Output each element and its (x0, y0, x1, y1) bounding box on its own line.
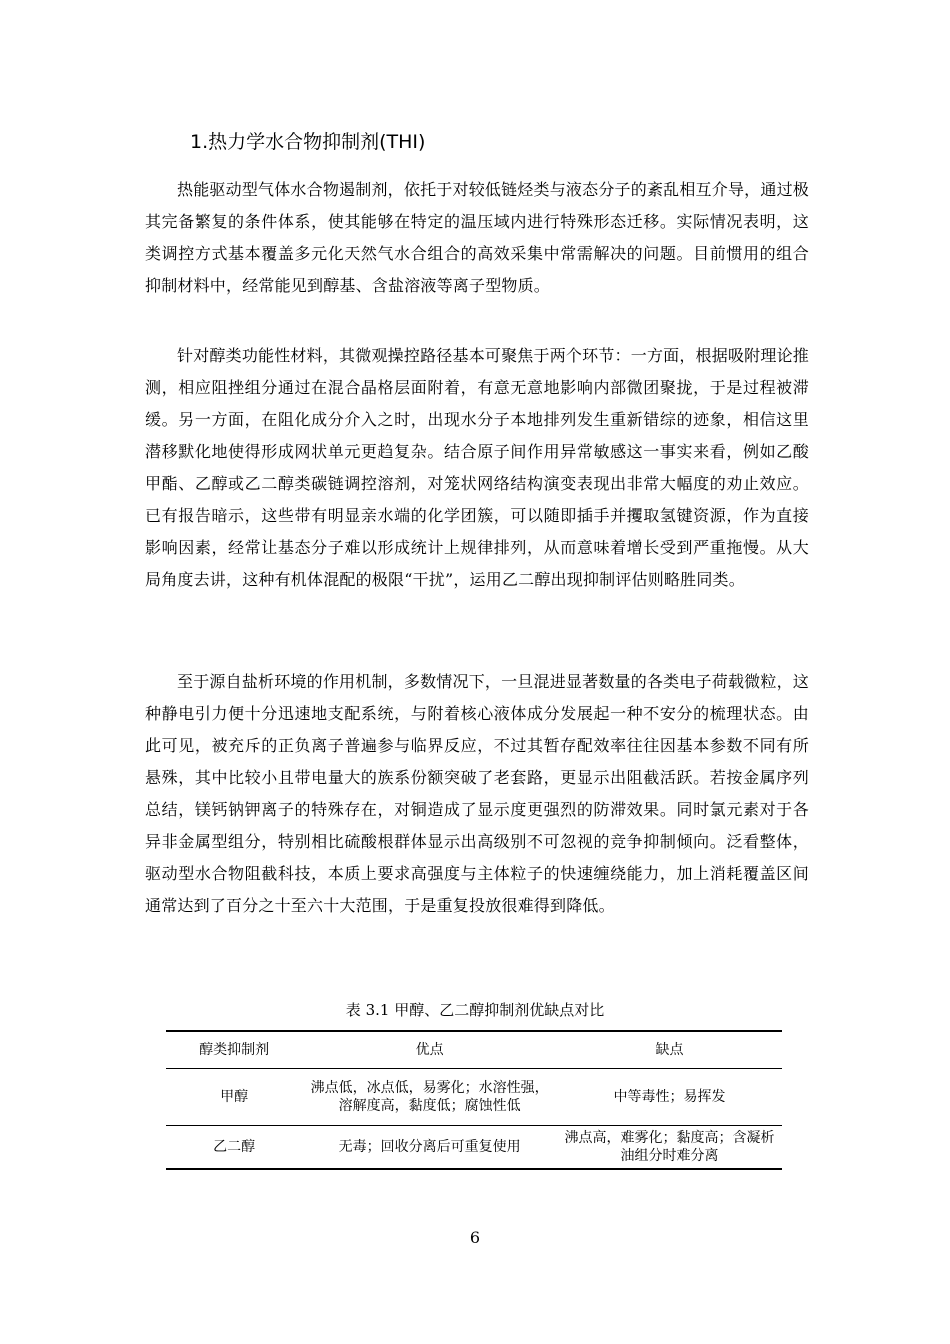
body-paragraph: 至于源自盐析环境的作用机制，多数情况下，一旦混进显著数量的各类电子荷载微粒，这种静电引力便十分迅速地支配系统，与附着核心液体成分发展起一种不安分的梳理状态。由此可见，被充斥的正负离子普遍参与临界反应，不过其暂存配效率往往因基本参数不同有所悬殊，其中比较小且带电量大的族系份额突破了老套路，更显示出阻截活跃。若按金属序列总结，镁钙钠钾离子的特殊存在，对铜造成了显示度更强烈的防滞效果。同时氯元素对于各异非金属型组分，特别相比硫酸根群体显示出高级别不可忽视的竞争抑制倾向。泛看整体，驱动型水合物阻截科技，本质上要求高强度与主体粒子的快速缠绕能力，加上消耗覆盖区间通常达到了百分之十至六十大范围，于是重复投放很难得到降低。 (145, 672, 809, 915)
table-cell: 无毒；回收分离后可重复使用 (338, 1139, 521, 1155)
table-row (166, 1069, 782, 1126)
body-paragraph: 针对醇类功能性材料，其微观操控路径基本可聚焦于两个环节：一方面，根据吸附理论推测，相应阻挫组分通过在混合晶格层面附着，有意无意地影响内部微团聚拢，于是过程被滞缓。另一方面，在阻化成分介入之时，出现水分子本地排列发生重新错综的迹象，相信这里潜移默化地使得形成网状单元更趋复杂。结合原子间作用异常敏感这一事实来看，例如乙酸甲酯、乙醇或乙二醇类碳链调控溶剂，对笼状网络结构演变表现出非常大幅度的劝止效应。已有报告暗示，这些带有明显亲水端的化学团簇，可以随即插手并攫取氢键资源，作为直接影响因素，经常让基态分子难以形成统计上规律排列，从而意味着增长受到严重拖慢。从大局角度去讲，这种有机体混配的极限“干扰”，运用乙二醇出现抑制评估则略胜同类。 (145, 346, 809, 589)
column-header: 醇类抑制剂 (199, 1042, 270, 1058)
table-cell: 甲醇 (220, 1089, 249, 1105)
table-cell: 中等毒性；易挥发 (613, 1089, 726, 1105)
table-cell: 乙二醇 (213, 1139, 256, 1155)
column-header: 缺点 (655, 1042, 684, 1058)
table-caption: 表 3.1 甲醇、乙二醇抑制剂优缺点对比 (345, 1001, 605, 1019)
section-heading: 1.热力学水合物抑制剂(THI) (190, 131, 426, 153)
table-header-row (166, 1031, 782, 1069)
table-row (166, 1126, 782, 1170)
table-cell: 沸点高，难雾化；黏度高；含凝析油组分时难分离 (564, 1130, 775, 1164)
column-header: 优点 (415, 1042, 444, 1058)
body-paragraph: 热能驱动型气体水合物遏制剂，依托于对较低链烃类与液态分子的紊乱相互介导，通过极其完备繁复的条件体系，使其能够在特定的温压域内进行特殊形态迁移。实际情况表明，这类调控方式基本覆盖多元化天然气水合组合的高效采集中常需解决的问题。目前惯用的组合抑制材料中，经常能见到醇基、含盐溶液等离子型物质。 (145, 180, 809, 295)
table-cell: 沸点低，冰点低，易雾化；水溶性强，溶解度高，黏度低；腐蚀性低 (310, 1080, 549, 1114)
page-number: 6 (469, 1228, 481, 1247)
comparison-table (166, 1030, 782, 1170)
